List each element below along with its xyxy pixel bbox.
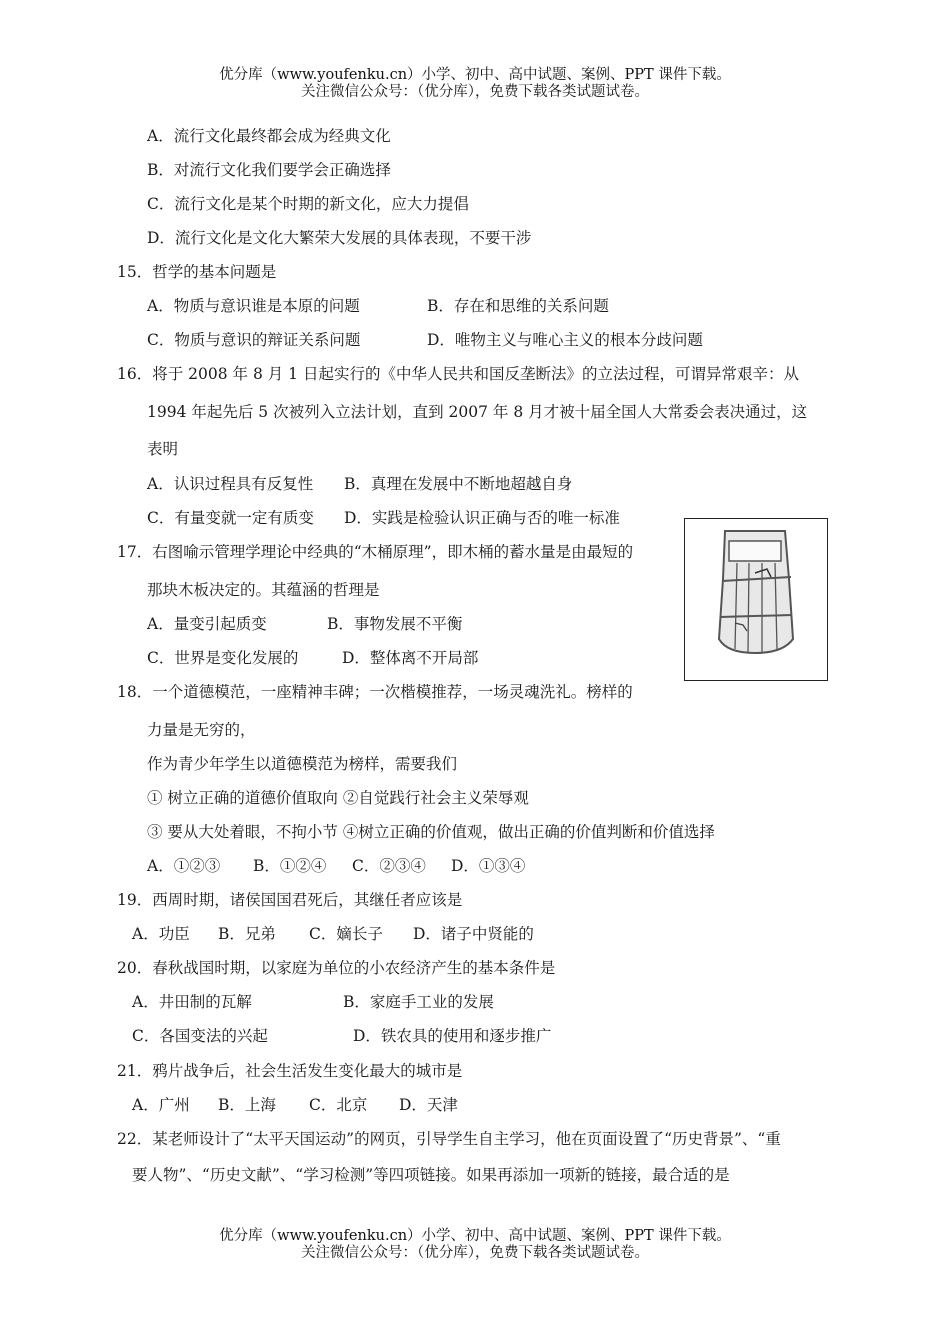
q20-stem: 20．春秋战国时期，以家庭为单位的小农经济产生的基本条件是 — [117, 959, 556, 977]
q17-option-c: C．世界是变化发展的 — [147, 649, 299, 667]
q15-option-a: A．物质与意识谁是本原的问题 — [147, 297, 360, 315]
q16-option-d: D．实践是检验认识正确与否的唯一标准 — [344, 509, 620, 527]
header-line-1: 优分库（www.youfenku.cn）小学、初中、高中试题、案例、PPT 课件下载。 — [219, 67, 731, 83]
q21-option-b: B．上海 — [218, 1096, 276, 1114]
q20-option-b: B．家庭手工业的发展 — [343, 993, 494, 1011]
q16-stem-line3: 表明 — [147, 440, 179, 458]
q18-stem-line1: 18．一个道德模范，一座精神丰碑；一次楷模推荐，一场灵魂洗礼。榜样的 — [117, 683, 633, 701]
q15-option-b: B．存在和思维的关系问题 — [427, 297, 609, 315]
footer-line-1: 优分库（www.youfenku.cn）小学、初中、高中试题、案例、PPT 课件下载。 — [219, 1228, 731, 1244]
bucket-figure — [684, 518, 828, 681]
q19-option-a: A．功臣 — [132, 925, 190, 943]
q18-option-d: D．①③④ — [451, 857, 526, 875]
q16-option-a: A．认识过程具有反复性 — [147, 475, 314, 493]
q22-stem-line1: 22．某老师设计了“太平天国运动”的网页，引导学生自主学习，他在页面设置了“历史背景”、“重 — [117, 1130, 781, 1148]
q16-stem-line2: 1994 年起先后 5 次被列入立法计划，直到 2007 年 8 月才被十届全国人大常委会表决通过，这 — [147, 403, 808, 421]
q16-option-c: C．有量变就一定有质变 — [147, 509, 314, 527]
q17-option-d: D．整体离不开局部 — [342, 649, 479, 667]
q17-stem-line2: 那块木板决定的。其蕴涵的哲理是 — [147, 581, 380, 599]
q20-option-a: A．井田制的瓦解 — [132, 993, 252, 1011]
q18-items-3-4: ③ 要从大处着眼，不拘小节 ④树立正确的价值观，做出正确的价值判断和价值选择 — [147, 823, 715, 841]
q16-option-b: B．真理在发展中不断地超越自身 — [344, 475, 573, 493]
q14-option-a: A．流行文化最终都会成为经典文化 — [147, 127, 391, 145]
q19-stem: 19．西周时期，诸侯国国君死后，其继任者应该是 — [117, 891, 463, 909]
q14-option-c: C．流行文化是某个时期的新文化，应大力提倡 — [147, 195, 469, 213]
q16-stem-line1: 16．将于 2008 年 8 月 1 日起实行的《中华人民共和国反垄断法》的立法过程，可谓异常艰辛：从 — [117, 365, 799, 383]
q21-option-a: A．广州 — [132, 1096, 190, 1114]
q15-option-d: D．唯物主义与唯心主义的根本分歧问题 — [427, 331, 703, 349]
q17-stem-line1: 17．右图喻示管理学理论中经典的“木桶原理”，即木桶的蓄水量是由最短的 — [117, 543, 634, 561]
q20-option-d: D．铁农具的使用和逐步推广 — [353, 1027, 552, 1045]
header-line-2: 关注微信公众号：（优分库），免费下载各类试题试卷。 — [301, 84, 649, 100]
wooden-bucket-icon — [685, 519, 826, 679]
q18-option-a: A．①②③ — [147, 857, 221, 875]
q20-option-c: C．各国变法的兴起 — [132, 1027, 268, 1045]
q19-option-d: D．诸子中贤能的 — [413, 925, 534, 943]
q15-stem: 15．哲学的基本问题是 — [117, 263, 277, 281]
q21-option-d: D．天津 — [399, 1096, 458, 1114]
q14-option-d: D．流行文化是文化大繁荣大发展的具体表现，不要干涉 — [147, 229, 532, 247]
page-header — [0, 67, 950, 101]
q15-option-c: C．物质与意识的辩证关系问题 — [147, 331, 361, 349]
q22-stem-line2: 要人物”、“历史文献”、“学习检测”等四项链接。如果再添加一项新的链接，最合适的是 — [132, 1166, 730, 1184]
q14-option-b: B．对流行文化我们要学会正确选择 — [147, 161, 391, 179]
q17-option-b: B．事物发展不平衡 — [327, 615, 463, 633]
q18-items-1-2: ① 树立正确的道德价值取向 ②自觉践行社会主义荣辱观 — [147, 789, 529, 807]
q18-option-b: B．①②④ — [253, 857, 327, 875]
q17-option-a: A．量变引起质变 — [147, 615, 267, 633]
q21-stem: 21．鸦片战争后，社会生活发生变化最大的城市是 — [117, 1062, 463, 1080]
q19-option-b: B．兄弟 — [218, 925, 276, 943]
q19-option-c: C．嫡长子 — [309, 925, 383, 943]
q21-option-c: C．北京 — [309, 1096, 368, 1114]
page-footer — [0, 1228, 950, 1262]
q18-stem-line2: 力量是无穷的， — [147, 721, 256, 739]
q18-option-c: C．②③④ — [352, 857, 426, 875]
footer-line-2: 关注微信公众号：（优分库），免费下载各类试题试卷。 — [301, 1245, 649, 1261]
q18-stem-line3: 作为青少年学生以道德模范为榜样，需要我们 — [147, 755, 458, 773]
